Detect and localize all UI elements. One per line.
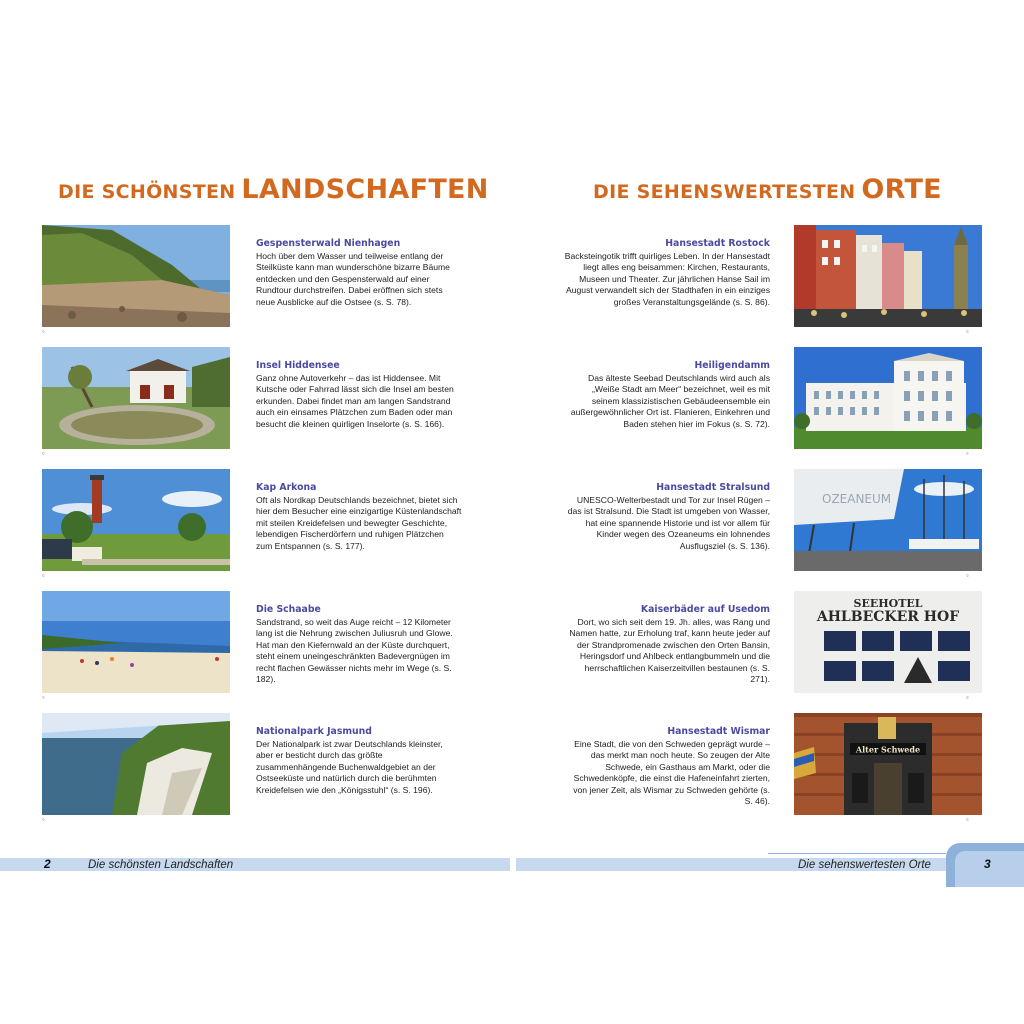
heading-big: LANDSCHAFTEN bbox=[241, 174, 489, 205]
landscape-entry bbox=[256, 604, 462, 685]
place-entry bbox=[564, 482, 770, 552]
alter-schwede-sign: Alter Schwede bbox=[855, 744, 921, 755]
entry-title: Gespensterwald Nienhagen bbox=[256, 238, 401, 249]
heading-small: DIE SCHÖNSTEN bbox=[58, 181, 236, 203]
landscape-entry bbox=[256, 238, 462, 308]
entry-title: Hansestadt Rostock bbox=[665, 238, 770, 249]
heading-small: DIE SEHENSWERTESTEN bbox=[593, 181, 856, 203]
photo-credit: © bbox=[966, 329, 969, 334]
footer-divider bbox=[768, 853, 946, 854]
hotel-sign-line1: SEEHOTEL bbox=[853, 597, 923, 610]
place-entry bbox=[564, 360, 770, 430]
photo-credit: © bbox=[42, 451, 45, 456]
right-page-heading bbox=[593, 174, 942, 205]
thatched-house-garden-photo bbox=[42, 347, 230, 449]
chalk-cliffs-photo bbox=[42, 713, 230, 815]
sandy-beach-photo bbox=[42, 591, 230, 693]
photo-credit: © bbox=[42, 329, 45, 334]
hotel-sign-line2: AHLBECKER HOF bbox=[816, 609, 960, 625]
entry-title: Die Schaabe bbox=[256, 604, 321, 615]
entry-text: Eine Stadt, die von den Schweden geprägt wurde – das merkt man noch heute. So zeugen der Alte Schwede, ein Gasthaus am Markt, oder die Schwedenköpfe, die einst die Hafeneinfahrt zierten, von jener Zeit, als Wismar zu Schweden gehörte (s. S. 46). bbox=[573, 739, 770, 807]
landscape-entry bbox=[256, 726, 462, 796]
photo-credit: © bbox=[42, 817, 45, 822]
place-entry bbox=[564, 604, 770, 685]
heading-big: ORTE bbox=[861, 174, 942, 205]
rostock-street-photo bbox=[794, 225, 982, 327]
right-footer-label: Die sehenswertesten Orte bbox=[798, 859, 931, 871]
entry-text: Dort, wo sich seit dem 19. Jh. alles, was Rang und Namen hatte, zur Erholung traf, kann heute jeder auf der Strandpromenade zwischen den Orten Bansin, Heringsdorf und Ahlbeck entlangbummeln und die herrschaftlichen Kaiserzeitvillen bestaunen (s. S. 271). bbox=[569, 617, 770, 685]
left-footer-label: Die schönsten Landschaften bbox=[88, 859, 234, 871]
cliff-forest-beach-photo bbox=[42, 225, 230, 327]
entry-text: Backsteingotik trifft quirliges Leben. In der Hansestadt liegt alles eng beisammen: Kirchen, Restaurants, Museen und Theater. Zur jährlichen Hanse Sail im August verwandelt sich der Stadthafen in ein einziges großes Veranstaltungsgelände (s. S. 86). bbox=[564, 251, 770, 307]
photo-credit: © bbox=[966, 573, 969, 578]
entry-text: Hoch über dem Wasser und teilweise entlang der Steilküste kann man wunderschöne bizarre Bäume entdecken und den Gespensterwald auf einer Rundtour durchstreifen. Dabei eröffnen sich stets neue Ausblicke auf die Ostsee (s. S. 78). bbox=[256, 251, 450, 307]
ozeaneum-sign: OZEANEUM bbox=[822, 492, 892, 506]
white-villa-photo bbox=[794, 347, 982, 449]
photo-credit: © bbox=[966, 695, 969, 700]
right-page-number: 3 bbox=[984, 857, 991, 871]
landscape-entry bbox=[256, 360, 462, 430]
lighthouse-photo bbox=[42, 469, 230, 571]
photo-credit: © bbox=[966, 451, 969, 456]
entry-title: Hansestadt Stralsund bbox=[656, 482, 770, 493]
entry-text: Sandstrand, so weit das Auge reicht – 12 Kilometer lang ist die Nehrung zwischen Juliusruh und Glowe. Hat man den Kiefernwald an der Küste durchquert, steht einem uneingeschränkten Badevergnügen im recht flachen Gewässer nichts mehr im Wege (s. S. 182). bbox=[256, 617, 453, 685]
place-entry bbox=[564, 238, 770, 308]
alter-schwede-photo bbox=[794, 713, 982, 815]
photo-credit: © bbox=[42, 573, 45, 578]
entry-text: Ganz ohne Autoverkehr – das ist Hiddensee. Mit Kutsche oder Fahrrad lässt sich die Insel am besten erkunden. Dabei findet man am langen Sandstrand auch ein einsames Plätzchen zum Baden oder man besucht die kleinen quirligen Inselorte (s. S. 166). bbox=[256, 373, 454, 429]
entry-text: Das älteste Seebad Deutschlands wird auch als „Weiße Stadt am Meer“ bezeichnet, weil es mit seinem klassizistischen Gebäudeensemble ein außergewöhnlicher Ort ist. Flanieren, Einkehren und Baden stehen hier im Fokus (s. S. 72). bbox=[570, 373, 770, 429]
left-footer-band bbox=[0, 858, 510, 871]
landscape-entry bbox=[256, 482, 462, 552]
entry-title: Insel Hiddensee bbox=[256, 360, 340, 371]
entry-title: Heiligendamm bbox=[694, 360, 770, 371]
ozeaneum-sailship-photo bbox=[794, 469, 982, 571]
entry-text: UNESCO-Welterbestadt und Tor zur Insel Rügen – das ist Stralsund. Die Stadt ist umgeben von Wasser, hat eine spannende Historie und ist vor allem für Kinder wegen des Ozeaneums ein lohnendes Ausflugsziel (s. S. 136). bbox=[567, 495, 770, 551]
entry-title: Nationalpark Jasmund bbox=[256, 726, 372, 737]
hotel-facade-photo bbox=[794, 591, 982, 693]
photo-credit: © bbox=[42, 695, 45, 700]
entry-text: Oft als Nordkap Deutschlands bezeichnet, bietet sich hier dem Besucher eine einzigartige Küstenlandschaft mit steilen Kreidefelsen und bewegter Geschichte, lebendigen Fischerdörfern und ruhigen Plätzchen zum Entspannen (s. S. 177). bbox=[256, 495, 462, 551]
entry-title: Hansestadt Wismar bbox=[667, 726, 770, 737]
entry-text: Der Nationalpark ist zwar Deutschlands kleinster, aber er besticht durch das größte zusammenhängende Buchenwaldgebiet an der Ostseeküste und natürlich durch die berühmten Kreidefelsen wie den „Königsstuhl“ (s. S. 196). bbox=[256, 739, 443, 795]
entry-title: Kaiserbäder auf Usedom bbox=[640, 604, 770, 615]
place-entry bbox=[564, 726, 770, 807]
photo-credit: © bbox=[966, 817, 969, 822]
left-page-heading bbox=[58, 174, 489, 205]
left-page-number: 2 bbox=[44, 857, 51, 871]
entry-title: Kap Arkona bbox=[256, 482, 317, 493]
